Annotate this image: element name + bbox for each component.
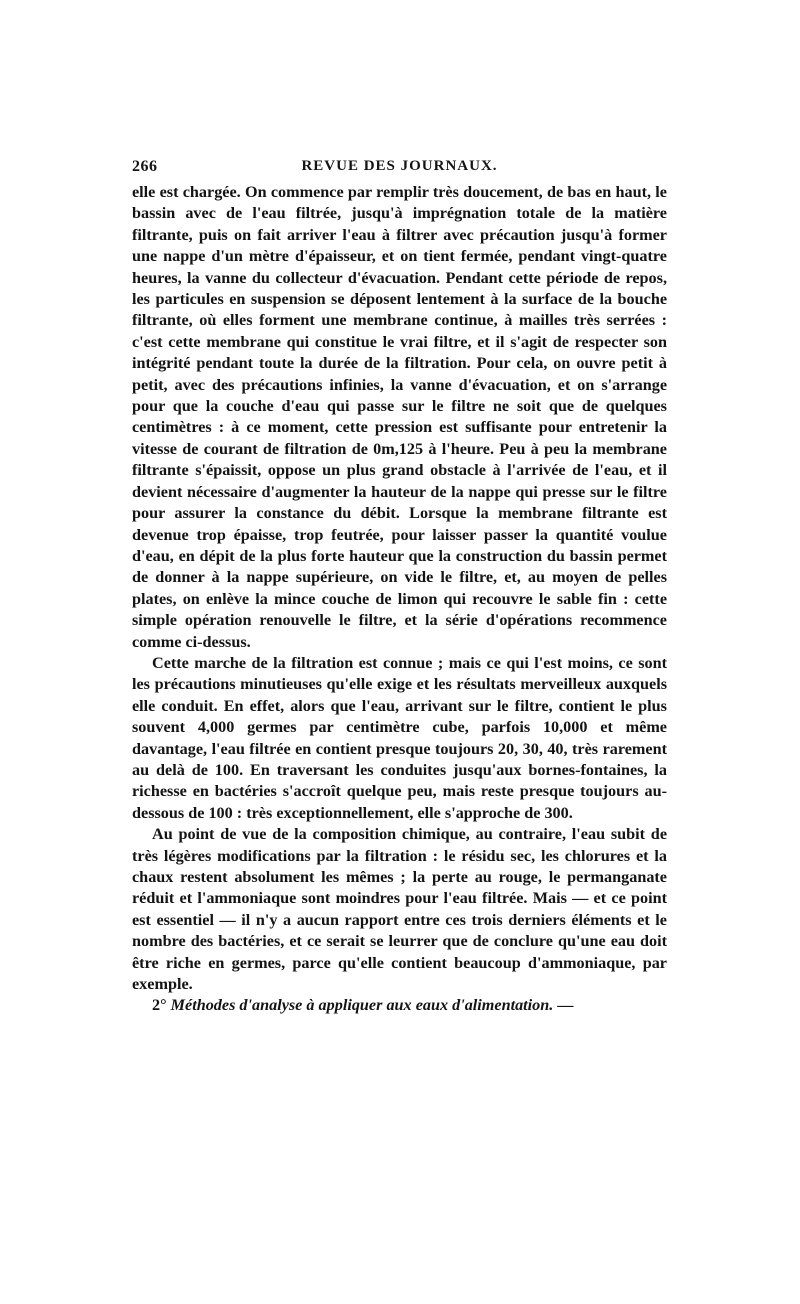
paragraph-chemical-composition: Au point de vue de la composition chimique, au contraire, l'eau subit de très légères modifications par la filtration : le résidu sec, les chlorures et la chaux restent absolument les mêmes ; la perte au rouge, le permanganate réduit et l'ammoniaque sont moindres pour l'eau filtrée. Mais — et ce point est essentiel — il n'y a aucun rapport entre ces trois derniers éléments et le nombre des bactéries, et ce serait se leurrer que de conclure qu'une eau doit être riche en germes, parce qu'elle contient beaucoup d'ammoniaque, par exemple. (132, 825, 667, 994)
journal-page (132, 156, 667, 1017)
section-number: 2° (152, 996, 167, 1015)
running-title: REVUE DES JOURNAUX. (301, 158, 498, 174)
section-title: Méthodes d'analyse à appliquer aux eaux d'alimentation. — (170, 996, 574, 1015)
page-header (132, 156, 667, 182)
section-heading (132, 995, 667, 1016)
paragraph-filtration-procedure: elle est chargée. On commence par remplir très doucement, de bas en haut, le bassin avec de l'eau filtrée, jusqu'à imprégnation totale de la matière filtrante, puis on fait arriver l'eau à filtrer avec précaution jusqu'à former une nappe d'un mètre d'épaisseur, et on tient fermée, pendant vingt-quatre heures, la vanne du collecteur d'évacuation. Pendant cette période de repos, les particules en suspension se déposent lentement à la surface de la bouche filtrante, où elles forment une membrane continue, à mailles très serrées : c'est cette membrane qui constitue le vrai filtre, et il s'agit de respecter son intégrité pendant toute la durée de la filtration. Pour cela, on ouvre petit à petit, avec des précautions infinies, la vanne d'évacuation, et on s'arrange pour que la couche d'eau qui passe sur le filtre ne soit que de quelques centimètres : à ce moment, cette pression est suffisante pour entretenir la vitesse de courant de filtration de 0m,125 à l'heure. Peu à peu la membrane filtrante s'épaissit, oppose un plus grand obstacle à l'arrivée de l'eau, et il devient nécessaire d'augmenter la hauteur de la nappe qui presse sur le filtre pour assurer la constance du débit. Lorsque la membrane filtrante est devenue trop épaisse, trop feutrée, pour laisser passer la quantité voulue d'eau, en dépit de la plus forte hauteur que la construction du bassin permet de donner à la nappe supérieure, on vide le filtre, et, au moyen de pelles plates, on enlève la mince couche de limon qui recouvre le sable fin : cette simple opération renouvelle le filtre, et la série d'opérations recommence comme ci-dessus. (132, 183, 667, 651)
page-number: 266 (132, 158, 158, 175)
paragraph-filtration-results: Cette marche de la filtration est connue ; mais ce qui l'est moins, ce sont les précautions minutieuses qu'elle exige et les résultats merveilleux auxquels elle conduit. En effet, alors que l'eau, arrivant sur le filtre, contient le plus souvent 4,000 germes par centimètre cube, parfois 10,000 et même davantage, l'eau filtrée en contient presque toujours 20, 30, 40, très rarement au delà de 100. En traversant les conduites jusqu'aux bornes-fontaines, la richesse en bactéries s'accroît quelque peu, mais reste presque toujours au-dessous de 100 : très exceptionnellement, elle s'approche de 300. (132, 653, 667, 822)
body-text (132, 182, 667, 1017)
